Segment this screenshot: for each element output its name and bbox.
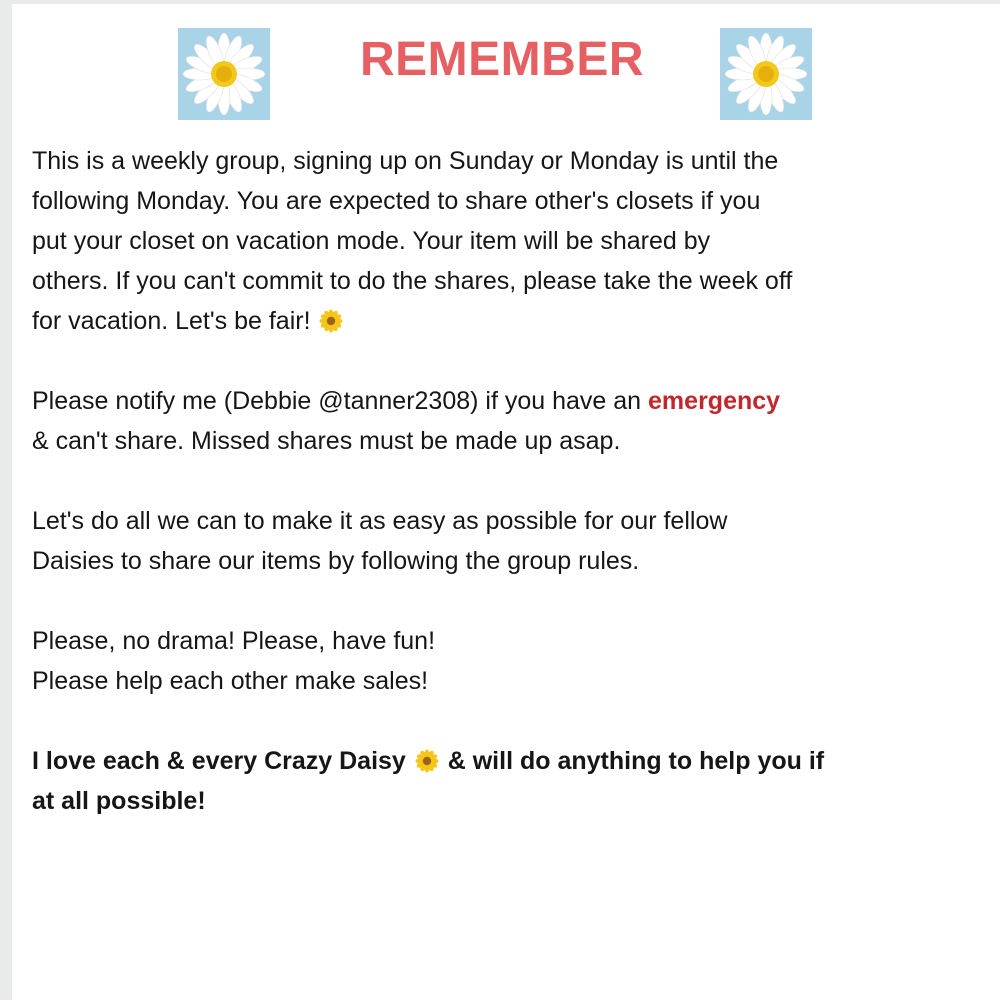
text-line: Please notify me (Debbie @tanner2308) if you have an bbox=[32, 387, 642, 415]
text-line: at all possible! bbox=[32, 787, 206, 815]
daisy-photo-icon bbox=[178, 28, 270, 120]
paragraph-group-rules bbox=[32, 501, 992, 581]
text-line: put your closet on vacation mode. Your item will be shared by bbox=[32, 227, 711, 255]
daisy-photo-icon bbox=[720, 28, 812, 120]
paragraph-weekly-group bbox=[32, 141, 992, 341]
sunflower-icon bbox=[319, 309, 343, 333]
text-line: & can't share. Missed shares must be made up asap. bbox=[32, 427, 621, 455]
daisy-icon-right bbox=[720, 28, 812, 120]
text-line: others. If you can't commit to do the shares, please take the week off bbox=[32, 267, 793, 295]
paragraph-closing bbox=[32, 741, 992, 821]
text-line: Please help each other make sales! bbox=[32, 667, 429, 695]
rules-body bbox=[32, 141, 992, 821]
page-title: REMEMBER bbox=[359, 33, 644, 86]
text-line: This is a weekly group, signing up on Sunday or Monday is until the bbox=[32, 147, 779, 175]
emergency-highlight: emergency bbox=[648, 387, 781, 415]
text-line: Please, no drama! Please, have fun! bbox=[32, 627, 436, 655]
paragraph-no-drama bbox=[32, 621, 992, 701]
text-line: Daisies to share our items by following the group rules. bbox=[32, 547, 640, 575]
text-line: I love each & every Crazy Daisy bbox=[32, 747, 406, 775]
daisy-icon-left bbox=[178, 28, 270, 120]
rules-notice bbox=[12, 4, 1000, 1000]
sunflower-icon bbox=[415, 749, 439, 773]
paragraph-emergency bbox=[32, 381, 992, 461]
text-line: for vacation. Let's be fair! bbox=[32, 307, 311, 335]
text-line: Let's do all we can to make it as easy as possible for our fellow bbox=[32, 507, 728, 535]
text-line: following Monday. You are expected to share other's closets if you bbox=[32, 187, 761, 215]
text-line: & will do anything to help you if bbox=[447, 747, 825, 775]
